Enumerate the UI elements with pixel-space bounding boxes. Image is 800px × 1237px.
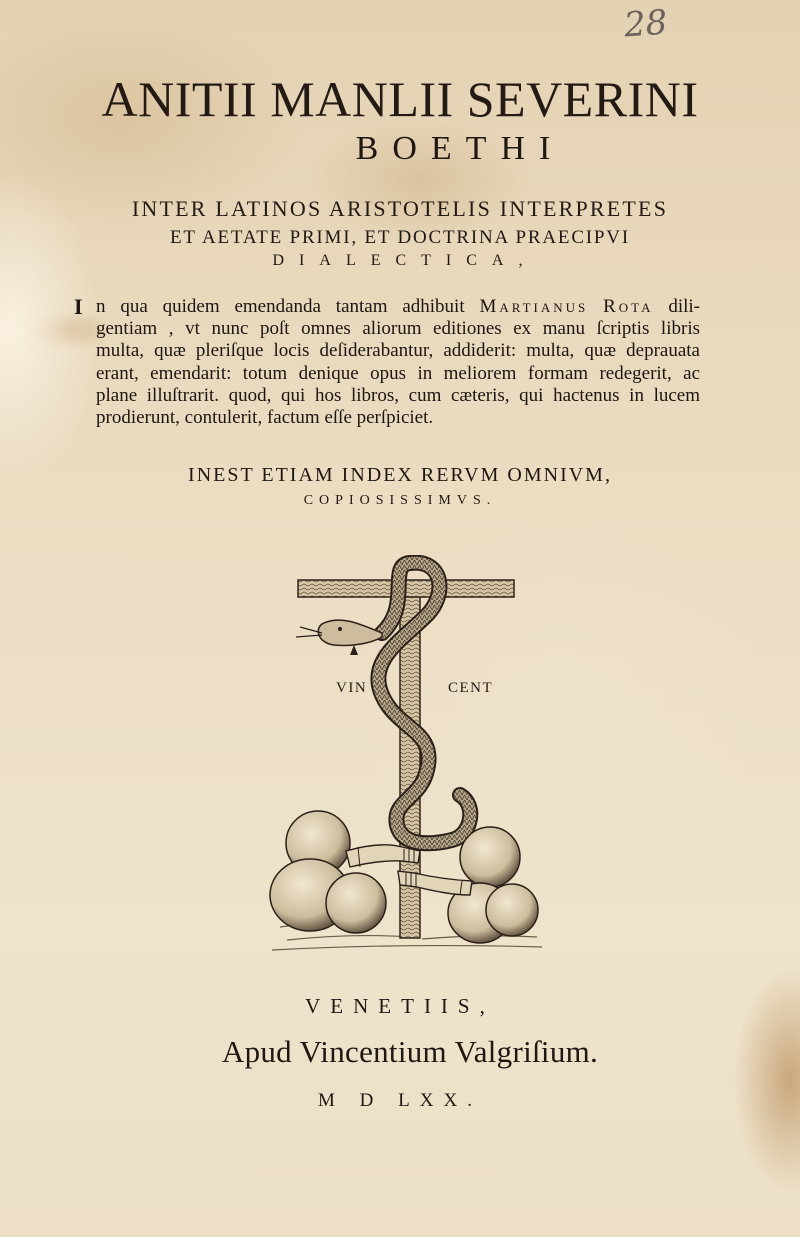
subtitle-line-2: ET AETATE PRIMI, ET DOCTRINA PRAECIPVI [170, 227, 630, 248]
editor-last-name: Rota [603, 296, 654, 317]
printers-device-woodcut-icon [262, 555, 552, 975]
handwritten-shelfmark: 28 [622, 2, 669, 46]
description-line-4: erant, emendarit: totum denique opus in meliorem formam redegerit, ac [96, 362, 700, 384]
description-line-6: prodierunt, contulerit, factum eſſe perſpiciet. [96, 407, 434, 429]
imprint-printer: Apud Vincentium Valgriſium. [221, 1034, 599, 1069]
device-motto-left: VIN [336, 680, 368, 696]
initial-letter: I [74, 294, 83, 319]
description-text: dili- [653, 296, 700, 317]
imprint-place: VENETIIS, [305, 994, 495, 1018]
subtitle-line-3: DIALECTICA, [272, 252, 538, 269]
description-line-5: plane illuſtrarit. quod, qui hos libros, cum cæteris, qui hactenus in lucem [96, 384, 700, 406]
editor-first-name: Martianus [479, 296, 589, 317]
description-text: n qua quidem emendanda tantam adhibuit [96, 296, 480, 317]
space [588, 296, 603, 317]
subtitle-line-1: INTER LATINOS ARISTOTELIS INTERPRETES [131, 196, 669, 221]
description-line-1 [96, 296, 700, 318]
editorial-description [74, 294, 700, 429]
index-note-line-2: COPIOSISSIMVS. [303, 493, 497, 508]
imprint-year: M D LXX. [318, 1090, 482, 1111]
description-line-3: multa, quæ pleriſque locis deſiderabantur, addiderit: multa, quæ deprauata [96, 340, 700, 362]
title-author-cognomen: BOETHI [355, 130, 565, 167]
title-author-name: ANITII MANLII SEVERINI [101, 71, 699, 127]
device-motto-right: CENT [448, 680, 494, 696]
description-line-2: gentiam , vt nunc poſt omnes aliorum editiones ex manu ſcriptis libris [96, 318, 700, 340]
index-note-line-1: INEST ETIAM INDEX RERVM OMNIVM, [188, 464, 612, 486]
